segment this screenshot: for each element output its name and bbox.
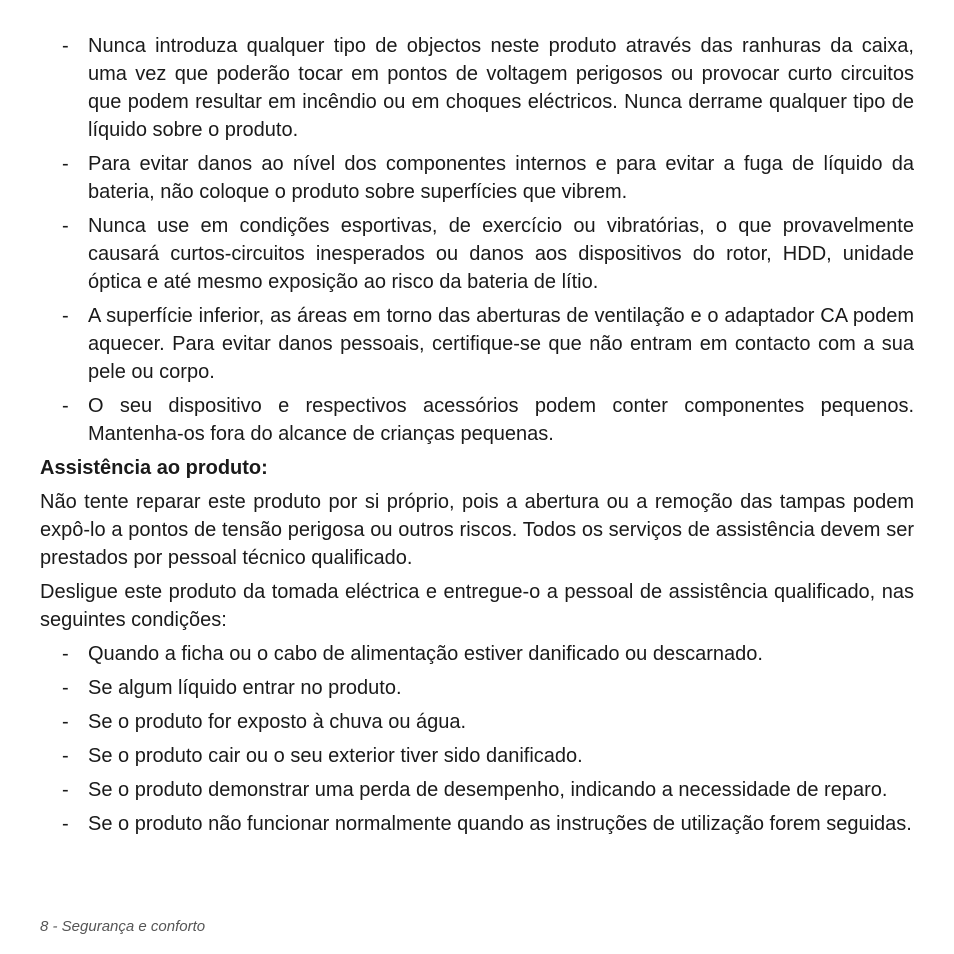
bullet-dash: - — [62, 35, 69, 57]
warnings-list — [40, 32, 914, 448]
warning-item — [40, 212, 914, 296]
warning-item — [40, 32, 914, 144]
condition-text: Se o produto for exposto à chuva ou água. — [88, 711, 467, 733]
warning-text: Nunca use em condições esportivas, de exercício ou vibratórias, o que provavelmente causará curtos-circuitos inesperados ou danos aos dispositivos do rotor, HDD, unidade óptica e até mesmo exposição ao risco da bateria de lítio. — [88, 215, 914, 293]
condition-text: Se algum líquido entrar no produto. — [88, 677, 402, 699]
bullet-dash: - — [62, 305, 69, 327]
bullet-dash: - — [62, 779, 69, 801]
bullet-dash: - — [62, 153, 69, 175]
document-page — [40, 32, 914, 844]
condition-text: Se o produto demonstrar uma perda de desempenho, indicando a necessidade de reparo. — [88, 779, 888, 801]
bullet-dash: - — [62, 677, 69, 699]
page-footer: 8 - Segurança e conforto — [40, 918, 206, 935]
warning-item — [40, 150, 914, 206]
condition-text: Se o produto cair ou o seu exterior tiver sido danificado. — [88, 745, 583, 767]
service-paragraph: Não tente reparar este produto por si próprio, pois a abertura ou a remoção das tampas podem expô-lo a pontos de tensão perigosa ou outros riscos. Todos os serviços de assistência devem ser prestados por pessoal técnico qualificado. — [40, 491, 914, 569]
section-heading: Assistência ao produto: — [40, 457, 268, 479]
bullet-dash: - — [62, 395, 69, 417]
condition-item — [40, 674, 914, 702]
bullet-dash: - — [62, 813, 69, 835]
warning-text: Para evitar danos ao nível dos componentes internos e para evitar a fuga de líquido da bateria, não coloque o produto sobre superfícies que vibrem. — [88, 153, 914, 203]
condition-item — [40, 810, 914, 838]
bullet-dash: - — [62, 745, 69, 767]
warning-text: A superfície inferior, as áreas em torno das aberturas de ventilação e o adaptador CA podem aquecer. Para evitar danos pessoais, certifique-se que não entram em contacto com a sua pele ou corpo. — [88, 305, 914, 383]
warning-text: O seu dispositivo e respectivos acessórios podem conter componentes pequenos. Mantenha-os fora do alcance de crianças pequenas. — [88, 395, 914, 445]
condition-item — [40, 776, 914, 804]
warning-item — [40, 392, 914, 448]
warning-text: Nunca introduza qualquer tipo de objectos neste produto através das ranhuras da caixa, uma vez que poderão tocar em pontos de voltagem perigosos ou provocar curto circuitos que podem resultar em incêndio ou em choques eléctricos. Nunca derrame qualquer tipo de líquido sobre o produto. — [88, 35, 914, 141]
condition-text: Quando a ficha ou o cabo de alimentação estiver danificado ou descarnado. — [88, 643, 763, 665]
bullet-dash: - — [62, 711, 69, 733]
bullet-dash: - — [62, 643, 69, 665]
unplug-paragraph: Desligue este produto da tomada eléctrica e entregue-o a pessoal de assistência qualificado, nas seguintes condições: — [40, 581, 914, 631]
condition-item — [40, 640, 914, 668]
warning-item — [40, 302, 914, 386]
bullet-dash: - — [62, 215, 69, 237]
conditions-list — [40, 640, 914, 838]
condition-item — [40, 708, 914, 736]
condition-text: Se o produto não funcionar normalmente quando as instruções de utilização forem seguidas. — [88, 813, 912, 835]
condition-item — [40, 742, 914, 770]
